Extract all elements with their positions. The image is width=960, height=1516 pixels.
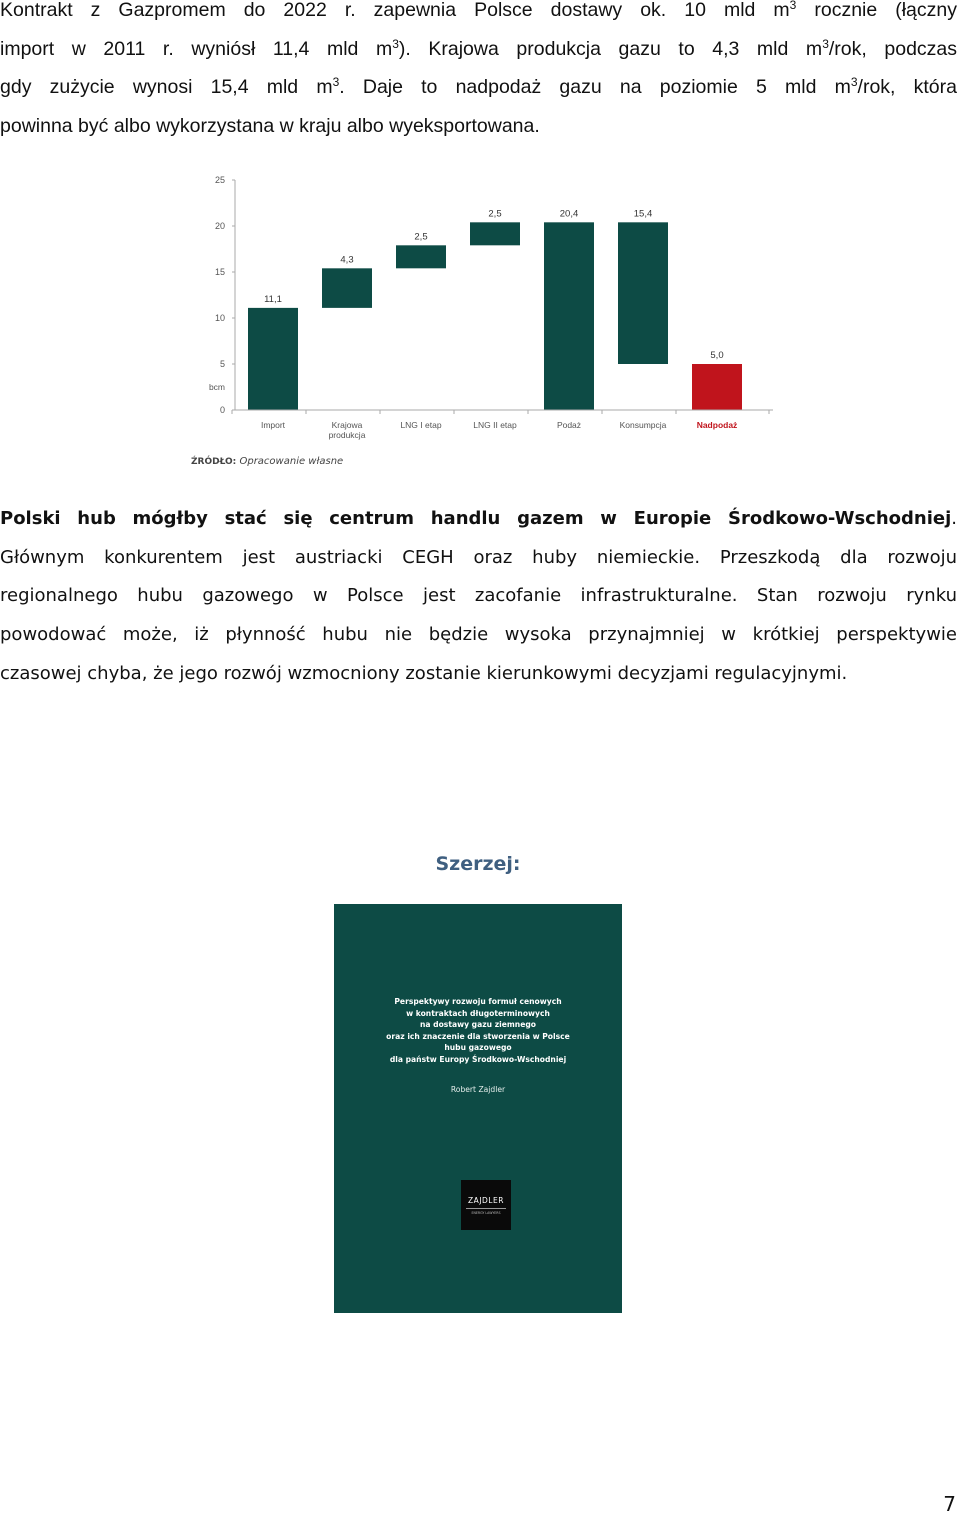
cover-title: Perspektywy rozwoju formuł cenowych w kontraktach długoterminowych na dostawy gazu ziemnego oraz ich znaczenie dla stworzenia w Polsce hubu gazowego dla państw Europy Środkowo-Wschodniej — [386, 997, 570, 1064]
y-tick-label: 5 — [219, 359, 225, 369]
x-category-label: LNG II etap — [473, 420, 517, 430]
bar — [692, 364, 742, 410]
hub-line-3: regionalnego hubu gazowego w Polsce jest zacofanie infrastrukturalne. Stan rozwoju rynku — [0, 585, 957, 607]
y-tick-label: 0 — [219, 405, 225, 415]
bar — [322, 268, 372, 308]
intro-line-1: Kontrakt z Gazpromem do 2022 r. zapewnia Polsce dostawy ok. 10 mld $m^3$ rocznie (łączny — [0, 0, 957, 21]
intro-paragraph — [0, 0, 957, 146]
x-axis — [232, 410, 773, 440]
waterfall-chart — [185, 165, 785, 475]
intro-line-2: import w 2011 r. wyniósł 11,4 mld $m^3$). Krajowa produkcja gazu to 4,3 mld $m^3$/rok, podczas — [0, 36, 958, 60]
logo-divider — [466, 1208, 506, 1209]
y-axis — [209, 175, 235, 415]
publication-cover — [334, 904, 622, 1313]
x-category-label: produkcja — [328, 430, 366, 440]
bar — [470, 222, 520, 245]
bar — [248, 308, 298, 410]
bar — [618, 222, 668, 364]
x-category-label: Nadpodaż — [696, 420, 738, 430]
x-category-label: LNG I etap — [400, 420, 442, 430]
hub-line-4: powodować może, iż płynność hubu nie będzie wysoka przynajmniej w krótkiej perspektywie — [0, 624, 957, 646]
hub-line-5: czasowej chyba, że jego rozwój wzmocniony zostanie kierunkowymi decyzjami regulacyjnymi. — [0, 662, 848, 684]
value-label: 4,3 — [340, 254, 354, 266]
value-label: 11,1 — [264, 293, 282, 305]
bar — [396, 245, 446, 268]
y-axis-unit-label: bcm — [208, 382, 225, 392]
intro-line-3: gdy zużycie wynosi 15,4 mld $m^3$. Daje to nadpodaż gazu na poziomie 5 mld $m^3$/rok, która — [0, 75, 957, 99]
zajdler-logo: ZAJDLER ENERGY LAWYERS — [461, 1180, 511, 1230]
y-tick-label: 25 — [214, 175, 225, 185]
value-label: 15,4 — [633, 208, 653, 220]
value-label: 5,0 — [710, 350, 724, 361]
x-category-label: Konsumpcja — [619, 420, 667, 430]
intro-line-4: powinna być albo wykorzystana w kraju albo wyeksportowana. — [0, 115, 540, 138]
value-label: 20,4 — [559, 208, 579, 220]
value-label: 2,5 — [488, 208, 502, 220]
y-tick-label: 10 — [214, 313, 225, 323]
chart-source-note: ŹRÓDŁO: Opracowanie własne — [191, 456, 344, 467]
hub-line-1: Polski hub mógłby stać się centrum handlu gazem w Europie Środkowo-Wschodniej. — [0, 508, 957, 529]
x-category-label: Krajowa — [331, 420, 363, 430]
x-category-label: Podaż — [556, 420, 582, 430]
hub-lead-sentence: Polski hub mógłby stać się centrum handlu gazem w Europie Środkowo-Wschodniej — [0, 508, 952, 529]
y-tick-label: 20 — [214, 221, 225, 231]
x-category-label: Import — [260, 420, 286, 430]
page-number: 7 — [943, 1492, 956, 1516]
cover-author: Robert Zajdler — [450, 1085, 506, 1094]
y-tick-label: 15 — [214, 267, 225, 277]
value-label: 2,5 — [414, 231, 428, 243]
further-reading-heading: Szerzej: — [435, 853, 521, 875]
chart-bars — [248, 222, 742, 410]
bar — [544, 222, 594, 410]
hub-paragraph — [0, 500, 957, 694]
hub-line-2: Głównym konkurentem jest austriacki CEGH oraz huby niemieckie. Przeszkodą dla rozwoju — [0, 546, 957, 568]
